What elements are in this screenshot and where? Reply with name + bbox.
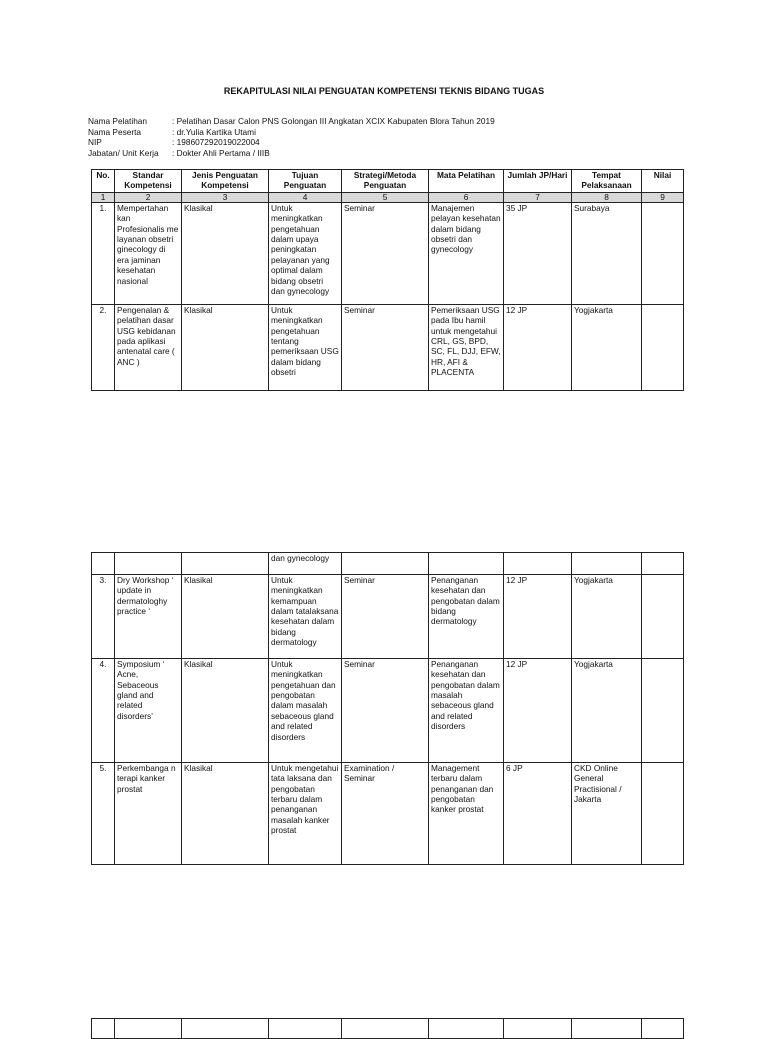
cell-standar bbox=[115, 553, 182, 575]
cell-jenis: Klasikal bbox=[182, 575, 269, 659]
cell-nilai bbox=[642, 575, 684, 659]
table-row bbox=[92, 575, 684, 659]
cell-no bbox=[92, 553, 115, 575]
cell-empty bbox=[342, 1019, 429, 1039]
cell-tempat: Surabaya bbox=[572, 203, 642, 305]
column-number: 5 bbox=[342, 193, 429, 203]
cell-mata-pelatihan bbox=[429, 553, 504, 575]
cell-tempat: Yogjakarta bbox=[572, 659, 642, 763]
cell-tujuan: Untuk mengetahui tata laksana dan pengobatan terbaru dalam penanganan masalah kanker prostat bbox=[269, 763, 342, 865]
column-number: 2 bbox=[115, 193, 182, 203]
column-number: 3 bbox=[182, 193, 269, 203]
cell-empty bbox=[92, 1019, 115, 1039]
cell-mata-pelatihan: Penanganan kesehatan dan pengobatan dalam masalah sebaceous gland and related disorders bbox=[429, 659, 504, 763]
header-mata-pelatihan: Mata Pelatihan bbox=[429, 170, 504, 193]
cell-standar: Perkembanga n terapi kanker prostat bbox=[115, 763, 182, 865]
cell-mata-pelatihan: Penanganan kesehatan dan pengobatan dalam bidang dermatology bbox=[429, 575, 504, 659]
info-label: Nama Peserta bbox=[88, 126, 142, 137]
cell-strategi: Seminar bbox=[342, 575, 429, 659]
column-number: 7 bbox=[504, 193, 572, 203]
cell-jenis: Klasikal bbox=[182, 659, 269, 763]
cell-jp: 35 JP bbox=[504, 203, 572, 305]
cell-nilai bbox=[642, 203, 684, 305]
cell-strategi bbox=[342, 553, 429, 575]
header-no: No. bbox=[92, 170, 115, 193]
table-row bbox=[92, 203, 684, 305]
info-value: : 198607292019022004 bbox=[172, 137, 260, 147]
document-title: REKAPITULASI NILAI PENGUATAN KOMPETENSI TEKNIS BIDANG TUGAS bbox=[223, 86, 545, 96]
table-row bbox=[92, 763, 684, 865]
cell-tempat: Yogjakarta bbox=[572, 305, 642, 391]
cell-tempat: Yogjakarta bbox=[572, 575, 642, 659]
column-number: 4 bbox=[269, 193, 342, 203]
cell-no: 1. bbox=[92, 203, 115, 305]
info-label: Jabatan/ Unit Kerja bbox=[88, 147, 159, 158]
cell-mata-pelatihan: Management terbaru dalam penanganan dan pengobatan kanker prostat bbox=[429, 763, 504, 865]
cell-nilai bbox=[642, 659, 684, 763]
info-row-training bbox=[88, 116, 495, 127]
cell-tujuan: dan gynecology bbox=[269, 553, 342, 575]
cell-jp bbox=[504, 553, 572, 575]
info-row-participant bbox=[88, 127, 495, 138]
cell-jp: 12 JP bbox=[504, 575, 572, 659]
cell-jp: 6 JP bbox=[504, 763, 572, 865]
cell-jp: 12 JP bbox=[504, 659, 572, 763]
column-number-row bbox=[92, 193, 684, 203]
competency-table-next-page bbox=[91, 1018, 684, 1039]
header-jumlah-jp: Jumlah JP/Hari bbox=[504, 170, 572, 193]
table-row bbox=[92, 1019, 684, 1039]
cell-tujuan: Untuk meningkatkan kemampuan dalam tatalaksana kesehatan dalam bidang dermatology bbox=[269, 575, 342, 659]
cell-no: 2. bbox=[92, 305, 115, 391]
cell-no: 3. bbox=[92, 575, 115, 659]
cell-jp: 12 JP bbox=[504, 305, 572, 391]
cell-no: 5. bbox=[92, 763, 115, 865]
competency-table-continued bbox=[91, 552, 684, 865]
cell-nilai bbox=[642, 763, 684, 865]
info-label: NIP bbox=[88, 137, 102, 147]
trainee-info bbox=[88, 116, 495, 158]
info-value: : Pelatihan Dasar Calon PNS Golongan III Angkatan XCIX Kabupaten Blora Tahun 2019 bbox=[172, 116, 495, 126]
table-header-row bbox=[92, 170, 684, 193]
column-number: 8 bbox=[572, 193, 642, 203]
header-tempat-pelaksanaan: Tempat Pelaksanaan bbox=[572, 170, 642, 193]
cell-mata-pelatihan: Manajemen pelayan kesehatan dalam bidang obsetri dan gynecology bbox=[429, 203, 504, 305]
info-row-position bbox=[88, 148, 495, 159]
header-standar-kompetensi: Standar Kompetensi bbox=[115, 170, 182, 193]
cell-empty bbox=[429, 1019, 504, 1039]
cell-standar: Pengenalan & pelatihan dasar USG kebidanan pada aplikasi antenatal care ( ANC ) bbox=[115, 305, 182, 391]
header-strategi-metoda: Strategi/Metoda Penguatan bbox=[342, 170, 429, 193]
column-number: 9 bbox=[642, 193, 684, 203]
info-value: : Dokter Ahli Pertama / IIIB bbox=[172, 147, 270, 158]
cell-strategi: Seminar bbox=[342, 305, 429, 391]
cell-empty bbox=[115, 1019, 182, 1039]
cell-strategi: Seminar bbox=[342, 203, 429, 305]
table-row bbox=[92, 659, 684, 763]
cell-no: 4. bbox=[92, 659, 115, 763]
cell-strategi: Seminar bbox=[342, 659, 429, 763]
cell-empty bbox=[182, 1019, 269, 1039]
cell-strategi: Examination / Seminar bbox=[342, 763, 429, 865]
info-row-nip bbox=[88, 137, 495, 148]
cell-nilai bbox=[642, 553, 684, 575]
cell-standar: Mempertahan kan Profesionalis me layanan obsetri ginecology di era jaminan kesehatan nasional bbox=[115, 203, 182, 305]
cell-tujuan: Untuk meningkatkan pengetahuan tentang pemeriksaan USG dalam bidang obsetri bbox=[269, 305, 342, 391]
cell-empty bbox=[269, 1019, 342, 1039]
cell-tempat bbox=[572, 553, 642, 575]
cell-standar: Dry Workshop ‘ update in dermatologhy practice ‘ bbox=[115, 575, 182, 659]
cell-tempat: CKD Online General Practisional / Jakarta bbox=[572, 763, 642, 865]
header-nilai: Nilai bbox=[642, 170, 684, 193]
header-jenis-penguatan: Jenis Penguatan Kompetensi bbox=[182, 170, 269, 193]
info-value: : dr.Yulia Kartika Utami bbox=[172, 126, 256, 137]
cell-standar: Symposium ‘ Acne, Sebaceous gland and related disorders’ bbox=[115, 659, 182, 763]
header-tujuan-penguatan: Tujuan Penguatan bbox=[269, 170, 342, 193]
cell-mata-pelatihan: Pemeriksaan USG pada Ibu hamil untuk mengetahui CRL, GS, BPD, SC, FL, DJJ, EFW, HR, AFI & PLACENTA bbox=[429, 305, 504, 391]
table-row bbox=[92, 305, 684, 391]
cell-tujuan: Untuk meningkatkan pengetahuan dan pengobatan dalam masalah sebaceous gland and related disorders bbox=[269, 659, 342, 763]
cell-jenis: Klasikal bbox=[182, 763, 269, 865]
info-label: Nama Pelatihan bbox=[88, 116, 148, 126]
competency-table bbox=[91, 169, 684, 391]
cell-jenis: Klasikal bbox=[182, 305, 269, 391]
column-number: 6 bbox=[429, 193, 504, 203]
cell-empty bbox=[572, 1019, 642, 1039]
cell-nilai bbox=[642, 305, 684, 391]
cell-empty bbox=[642, 1019, 684, 1039]
cell-jenis bbox=[182, 553, 269, 575]
cell-empty bbox=[504, 1019, 572, 1039]
column-number: 1 bbox=[92, 193, 115, 203]
cell-jenis: Klasikal bbox=[182, 203, 269, 305]
cell-tujuan: Untuk meningkatkan pengetahuan dalam upaya peningkatan pelayanan yang optimal dalam bidang obsetri dan gynecology bbox=[269, 203, 342, 305]
table-row-continuation bbox=[92, 553, 684, 575]
